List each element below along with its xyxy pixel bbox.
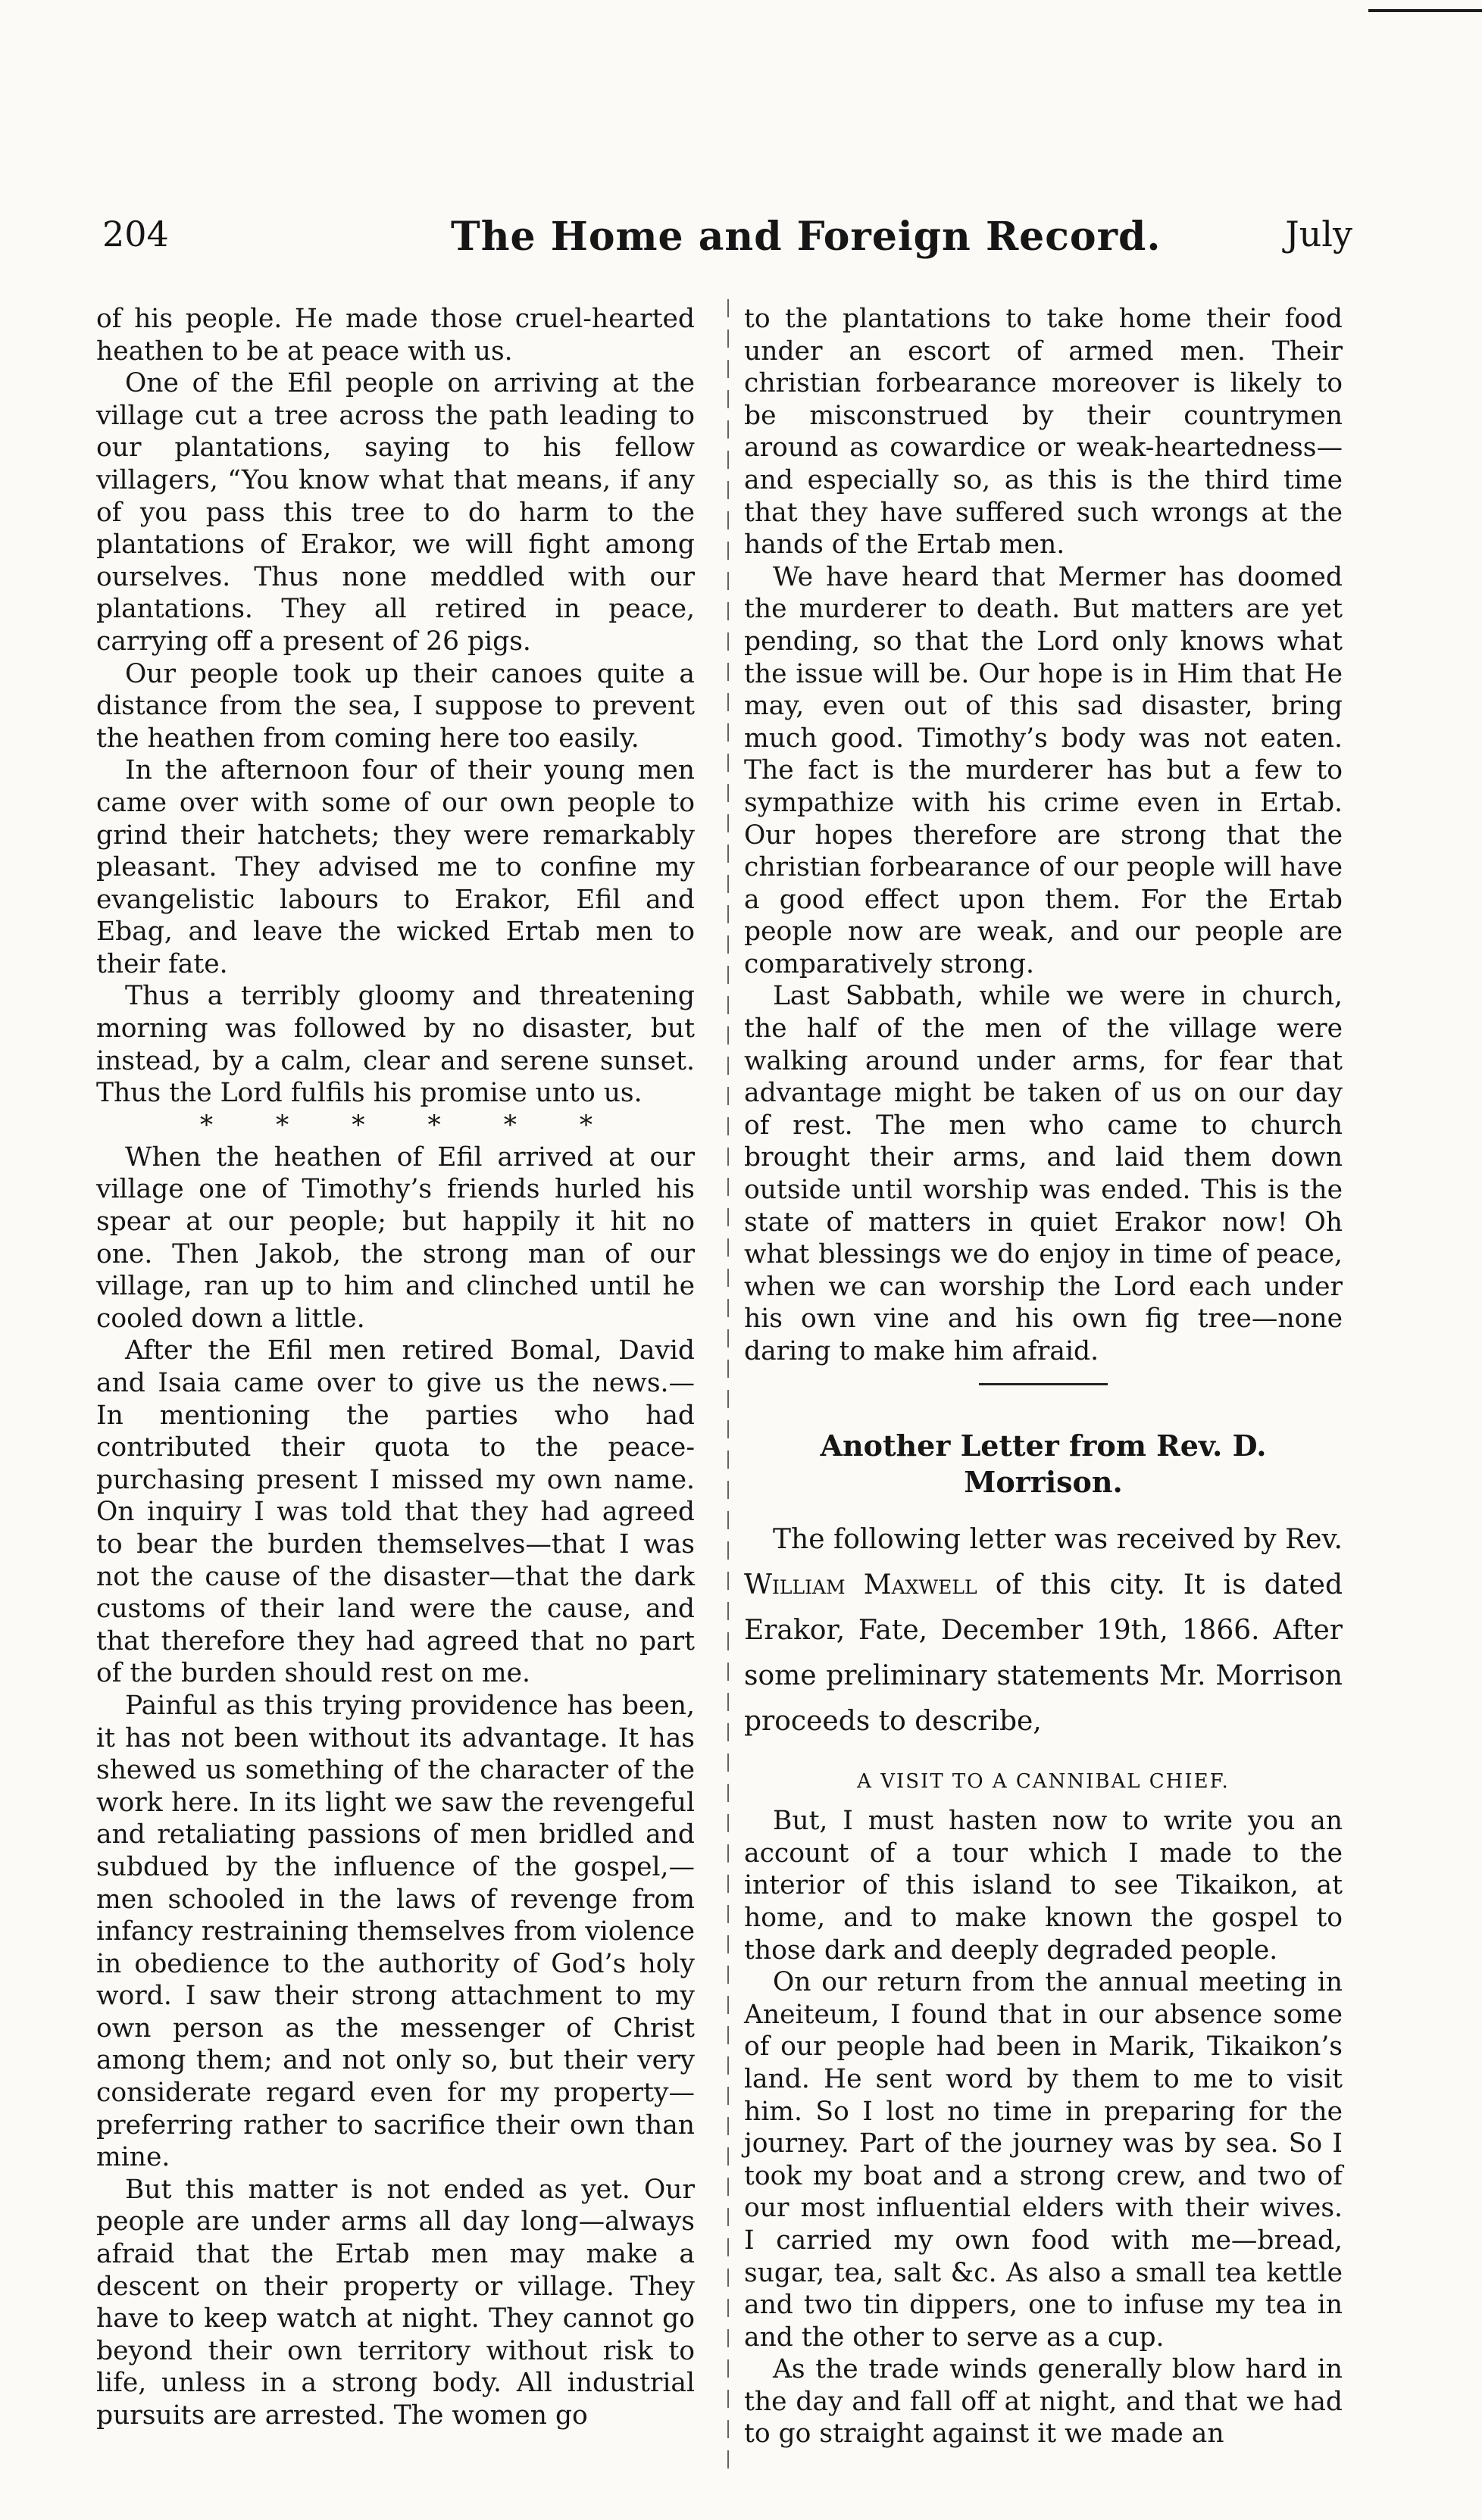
paragraph: Thus a terribly gloomy and threatening morning was followed by no disaster, but instead, by a calm, clear and serene sunset. Thus the Lord fulfils his promise unto us. <box>96 981 695 1109</box>
paragraph: of his people. He made those cruel-hearted heathen to be at peace with us. <box>96 304 695 367</box>
paragraph: Last Sabbath, while we were in church, the half of the men of the village were walking around under arms, for fear that advantage might be taken of us on our day of rest. The men who came to church brought their arms, and laid them down outside until worship was ended. This is the state of matters in quiet Erakor now! Oh what blessings we do enjoy in time of peace, when we can worship the Lord each under his own vine and his own fig tree—none daring to make him afraid. <box>744 981 1343 1366</box>
paragraph: to the plantations to take home their food under an escort of armed men. Their christian forbearance moreover is likely to be misconstrued by their countrymen around as cowardice or weak-heartedness—and especially so, as this is the third time that they have suffered such wrongs at the hands of the Ertab men. <box>744 304 1343 561</box>
section-subheading: A VISIT TO A CANNIBAL CHIEF. <box>857 1769 1230 1793</box>
paragraph: We have heard that Mermer has doomed the murderer to death. But matters are yet pending, so that the Lord only knows what the issue will be. Our hope is in Him that He may, even out of this sad disaster, bring much good. Timothy’s body was not eaten. The fact is the murderer has but a few to sympathize with his crime even in Ertab. Our hopes therefore are strong that the christian forbearance of our people will have a good effect upon them. For the Ertab people now are weak, and our people are comparatively strong. <box>744 561 1343 979</box>
paragraph: Painful as this trying providence has been, it has not been without its advantage. It has shewed us something of the character of the work here. In its light we saw the revengeful and retaliating passions of men bridled and subdued by the influence of the gospel,—men schooled in the laws of revenge from infancy restraining themselves from violence in obedience to the authority of God’s holy word. I saw their strong attachment to my own person as the messenger of Christ among them; and not only so, but their very considerate regard even for my property—preferring rather to sacrifice their own than mine. <box>96 1690 695 2173</box>
intro-text-start: The following letter was received by Rev. <box>773 1523 1343 1555</box>
issue-month: July <box>1285 214 1352 254</box>
left-column <box>96 303 695 2432</box>
paragraph: But this matter is not ended as yet. Our people are under arms all day long—always afraid that the Ertab men may make a descent on their property or village. They have to keep watch at night. They cannot go beyond their own territory without risk to life, unless in a strong body. All industrial pursuits are arrested. The women go <box>96 2174 695 2431</box>
article-separator-rule <box>979 1383 1108 1385</box>
journal-title: The Home and Foreign Record. <box>451 214 1162 260</box>
paragraph: On our return from the annual meeting in Aneiteum, I found that in our absence some of our people had been in Marik, Tikaikon’s land. He sent word by them to me to visit him. So I lost no time in preparing for the journey. Part of the journey was by sea. So I took my boat and a strong crew, and two of our most influential elders with their wives. I carried my own food with me—bread, sugar, tea, salt &c. As also a small tea kettle and two tin dippers, one to infuse my tea in and the other to serve as a cup. <box>744 1967 1343 2353</box>
article-title: Another Letter from Rev. D. Morrison. <box>820 1428 1267 1499</box>
right-column <box>744 303 1343 2450</box>
paragraph: But, I must hasten now to write you an account of a tour which I made to the interior of this island to see Tikaikon, at home, and to make known the gospel to those dark and deeply degraded people. <box>744 1806 1343 1966</box>
paragraph: In the afternoon four of their young men came over with some of our own people to grind their hatchets; they were remarkably pleasant. They advised me to confine my evangelistic labours to Erakor, Efil and Ebag, and leave the wicked Ertab men to their fate. <box>96 755 695 979</box>
page-header <box>102 214 1352 267</box>
paragraph: Our people took up their canoes quite a distance from the sea, I suppose to prevent the heathen from coming here too easily. <box>96 658 695 754</box>
article-intro <box>744 1517 1343 1744</box>
column-divider <box>727 299 729 2481</box>
paragraph: As the trade winds generally blow hard in the day and fall off at night, and that we had to go straight against it we made an <box>744 2354 1343 2450</box>
section-break-stars: * * * * * * <box>199 1110 621 1141</box>
paragraph: After the Efil men retired Bomal, David and Isaia came over to give us the news.— In mentioning the parties who had contributed their quota to the peace-purchasing present I missed my own name. On inquiry I was told that they had agreed to bear the burden themselves—that I was not the cause of the disaster—that the dark customs of their land were the cause, and that therefore they had agreed that no part of the burden should rest on me. <box>96 1335 695 1689</box>
top-edge-rule <box>1368 9 1482 12</box>
recipient-name: William Maxwell <box>744 1569 977 1600</box>
paragraph: One of the Efil people on arriving at the village cut a tree across the path leading to our plantations, saying to his fellow villagers, “You know what that means, if any of you pass this tree to do harm to the plantations of Erakor, we will fight among ourselves. Thus none meddled with our plantations. They all retired in peace, carrying off a present of 26 pigs. <box>96 368 695 657</box>
paragraph: When the heathen of Efil arrived at our village one of Timothy’s friends hurled his spear at our people; but happily it hit no one. Then Jakob, the strong man of our village, ran up to him and clinched until he cooled down a little. <box>96 1141 695 1334</box>
intro-text-end: of this city. It is dated Erakor, Fate, December 19th, 1866. After some preliminary statements Mr. Morrison proceeds to describe, <box>744 1569 1343 1737</box>
page-number: 204 <box>102 214 169 254</box>
